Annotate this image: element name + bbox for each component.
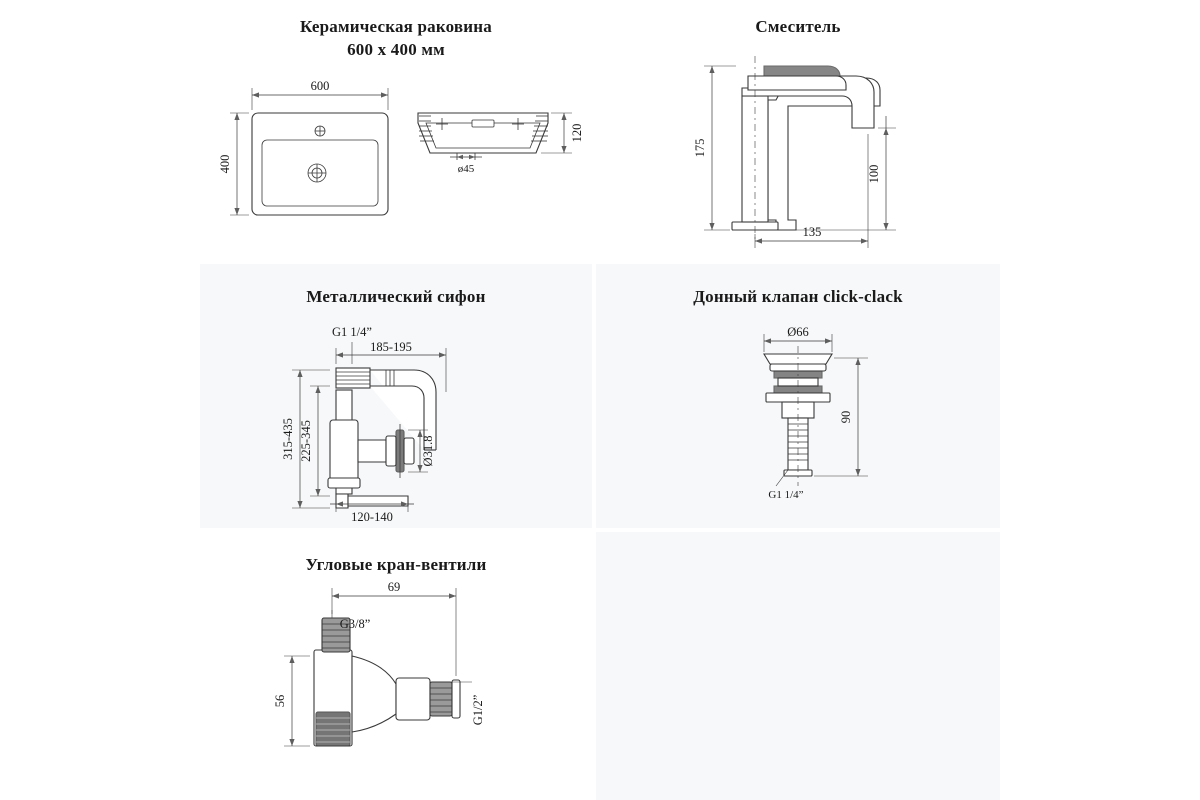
dim-sink-o45: ø45 — [457, 163, 475, 175]
dim-siphon-225-345: 225-345 — [299, 420, 313, 462]
dim-angle-56: 56 — [273, 694, 287, 708]
panel-sink — [200, 0, 592, 260]
valve-drawing — [596, 264, 1000, 528]
dim-siphon-120-140: 120-140 — [351, 510, 393, 524]
dim-angle-g38: G3/8” — [339, 617, 371, 631]
dim-sink-400: 400 — [218, 154, 232, 174]
panel-empty — [596, 532, 1000, 800]
dim-valve-90: 90 — [839, 410, 853, 424]
dim-mixer-135: 135 — [802, 225, 822, 239]
dim-sink-120: 120 — [570, 123, 584, 143]
dim-siphon-o318: Ø31.8 — [421, 435, 435, 467]
panel-mixer — [596, 0, 1000, 260]
dim-valve-o66: Ø66 — [787, 325, 809, 339]
panel-angle-valves-title: Угловые кран-вентили — [305, 555, 487, 574]
panel-mixer-title: Смеситель — [755, 17, 841, 36]
dim-siphon-g114: G1 1/4” — [332, 325, 372, 339]
dim-angle-g12: G1/2” — [471, 694, 485, 726]
siphon-drawing — [200, 264, 592, 528]
panel-valve-title: Донный клапан click-clack — [693, 287, 903, 306]
panel-sink-title-line2: 600 x 400 мм — [347, 39, 445, 59]
dim-mixer-175: 175 — [693, 138, 707, 158]
dim-valve-g114: G1 1/4” — [768, 489, 804, 501]
panel-valve — [596, 264, 1000, 528]
mixer-drawing — [596, 0, 1000, 260]
dim-angle-69: 69 — [387, 580, 401, 594]
angle-valves-drawing — [200, 532, 592, 800]
dim-siphon-185-195: 185-195 — [370, 340, 412, 354]
dim-sink-600: 600 — [310, 79, 330, 93]
dim-mixer-100: 100 — [867, 164, 881, 184]
sink-drawing — [200, 0, 592, 260]
panel-siphon-title: Металлический сифон — [306, 287, 486, 306]
panel-sink-title-line1: Керамическая раковина — [300, 17, 492, 36]
panel-siphon — [200, 264, 592, 528]
dim-siphon-315-435: 315-435 — [281, 418, 295, 460]
panel-angle-valves — [200, 532, 592, 800]
